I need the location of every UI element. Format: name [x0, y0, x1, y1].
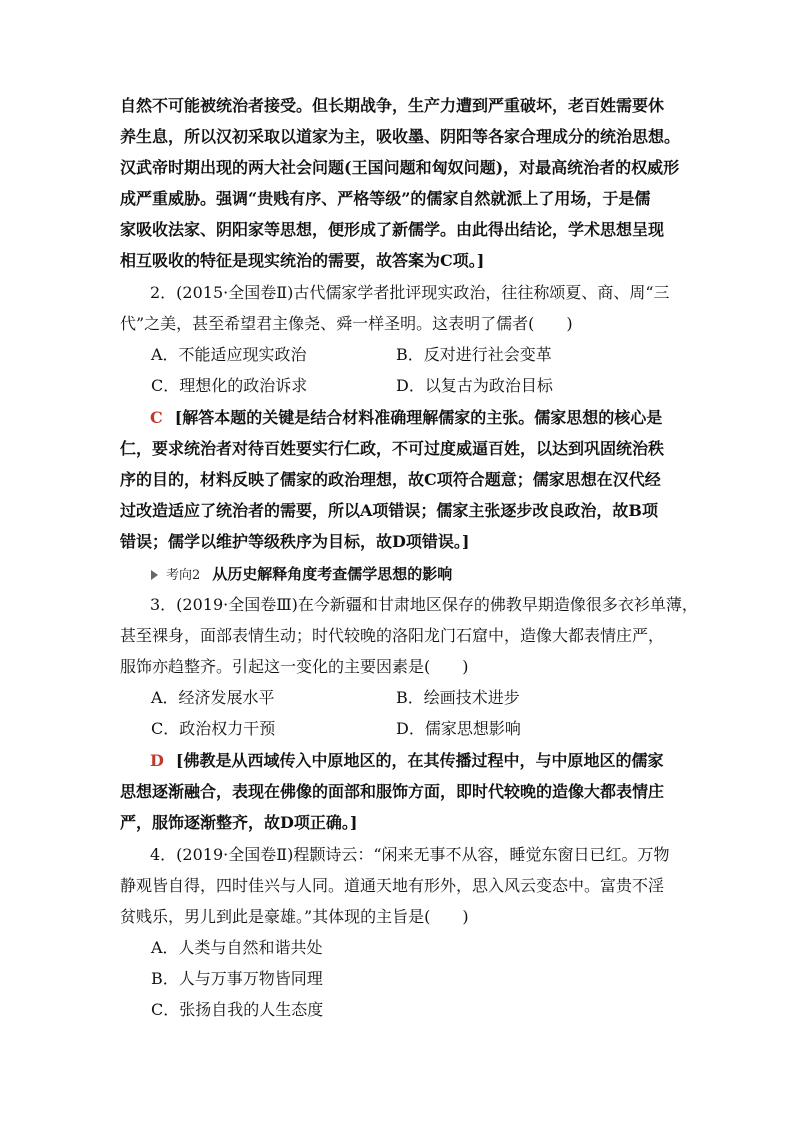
question-2-explanation: 仁，要求统治者对待百姓要实行仁政，不可过度威逼百姓，以达到巩固统治秩 [120, 439, 665, 458]
question-2-explanation: C [解答本题的关键是结合材料准确理解儒家的主张。儒家思想的核心是 [150, 408, 663, 427]
question-2-explanation: 错误；儒学以维护等级秩序为目标，故D项错误。] [120, 532, 470, 551]
explanation-line: 自然不可能被统治者接受。但长期战争，生产力遭到严重破坏，老百姓需要休 [120, 96, 665, 115]
question-2-stem: 2．(2015·全国卷Ⅱ)古代儒家学者批评现实政治，往往称颂夏、商、周“三 [150, 283, 670, 302]
question-2-option-c: C．理想化的政治诉求 [151, 376, 308, 395]
question-3-answer: D [150, 751, 164, 770]
question-2-answer: C [150, 408, 163, 427]
question-4-stem: 静观皆自得，四时佳兴与人同。道通天地有形外，思入风云变态中。富贵不淫 [120, 876, 665, 895]
question-3-option-d: D．儒家思想影响 [396, 719, 521, 738]
question-2-option-d: D．以复古为政治目标 [396, 376, 553, 395]
question-3-option-a: A．经济发展水平 [151, 688, 275, 707]
explanation-line: 成严重威胁。强调“贵贱有序、严格等级”的儒家自然就派上了用场，于是儒 [120, 189, 651, 208]
question-3-option-b: B．绘画技术进步 [396, 688, 520, 707]
question-2-option-a: A．不能适应现实政治 [151, 345, 307, 364]
section-label: 考向2 [166, 568, 201, 583]
question-2-explanation: 过改造适应了统治者的需要，所以A项错误；儒家主张逐步改良政治，故B项 [120, 501, 658, 520]
question-4-option-c: C．张扬自我的人生态度 [151, 1000, 324, 1019]
question-3-option-c: C．政治权力干预 [151, 719, 276, 738]
question-3-stem: 3．(2019·全国卷Ⅲ)在今新疆和甘肃地区保存的佛教早期造像很多衣衫单薄， [150, 595, 698, 614]
question-4-option-b: B．人与万事万物皆同理 [151, 969, 323, 988]
explanation-line: 养生息，所以汉初采取以道家为主，吸收墨、阴阳等各家合理成分的统治思想。 [120, 127, 681, 146]
question-2-explanation: 序的目的，材料反映了儒家的政治理想，故C项符合题意；儒家思想在汉代经 [120, 470, 661, 489]
question-2-stem: 代”之美，甚至希望君主像尧、舜一样圣明。这表明了儒者( ) [120, 314, 573, 333]
question-3-explanation: 思想逐渐融合，表现在佛像的面部和服饰方面，即时代较晚的造像大都表情庄 [120, 782, 665, 801]
question-2-option-b: B．反对进行社会变革 [396, 345, 552, 364]
explanation-line: 汉武帝时期出现的两大社会问题(王国问题和匈奴问题)，对最高统治者的权威形 [120, 158, 680, 177]
explanation-line: 相互吸收的特征是现实统治的需要，故答案为C项。] [120, 251, 485, 270]
triangle-bullet-icon [151, 570, 158, 580]
question-3-explanation: 严，服饰逐渐整齐，故D项正确。] [120, 813, 358, 832]
question-3-stem: 服饰亦趋整齐。引起这一变化的主要因素是( ) [120, 657, 469, 676]
question-4-stem: 4．(2019·全国卷Ⅱ)程颢诗云：“闲来无事不从容，睡觉东窗日已红。万物 [150, 845, 670, 864]
question-4-stem: 贫贱乐，男儿到此是豪雄。”其体现的主旨是( ) [120, 907, 469, 926]
question-4-option-a: A．人类与自然和谐共处 [151, 938, 323, 957]
explanation-line: 家吸收法家、阴阳家等思想，便形成了新儒学。由此得出结论，学术思想呈现 [120, 220, 665, 239]
section-header [151, 564, 452, 584]
question-3-stem: 甚至裸身，面部表情生动；时代较晚的洛阳龙门石窟中，造像大都表情庄严， [120, 626, 665, 645]
question-3-explanation: D [佛教是从西域传入中原地区的，在其传播过程中，与中原地区的儒家 [150, 751, 664, 770]
section-title: 从历史解释角度考查儒学思想的影响 [212, 565, 453, 583]
